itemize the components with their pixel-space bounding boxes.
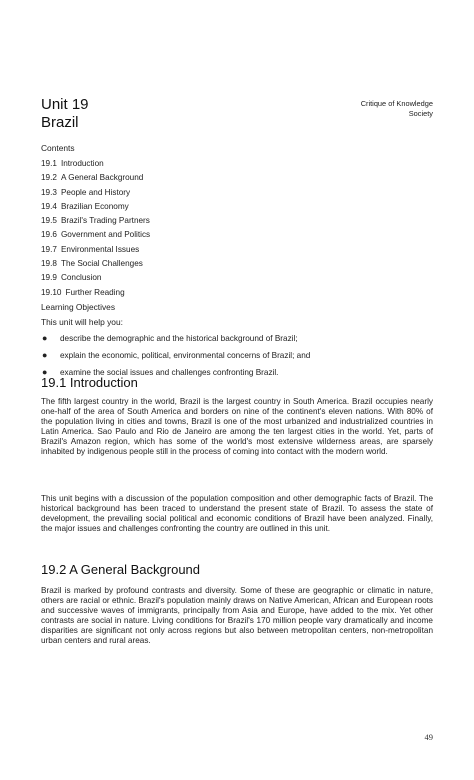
learning-objective-text: describe the demographic and the historical background of Brazil; bbox=[60, 334, 298, 343]
contents-item bbox=[41, 200, 150, 214]
contents-item-number: 19.2 bbox=[41, 173, 57, 183]
contents-item bbox=[41, 286, 150, 300]
contents-item-number: 19.8 bbox=[41, 259, 57, 269]
intro-paragraph-1: The fifth largest country in the world, Brazil is the largest country in South America. Brazil occupies nearly one-half of the area of South America and borders on nine of the continent's eleven nations. With 80% of the population living in cities and towns, Brazil is one of the most urbanized and industrialized countries in Latin America. Sao Paulo and Rio de Janeiro are among the ten largest cities in the world. Yet, parts of Brazil's Amazon region, which has some of the world's most extensive wilderness areas, are sparsely inhabited by indigenous people still in the process of coming into contact with the modern world. bbox=[41, 397, 433, 457]
contents-item-title: People and History bbox=[60, 187, 131, 197]
contents-item-number: 19.10 bbox=[41, 287, 62, 297]
background-paragraph-1: Brazil is marked by profound contrasts and diversity. Some of these are geographic or climatic in nature, others are racial or ethnic. Brazil's population mainly draws on Native American, African and European roots and successive waves of immigrants, principally from Asia and Europe, have added to the mix. Yet other contrasts are social in nature. Living conditions for Brazil's 170 million people vary dramatically and income disparities are significant not only across regions but also between metropolitan centers, non-metropolitan urban centers and rural areas. bbox=[41, 586, 433, 646]
learning-objectives-list bbox=[41, 330, 441, 381]
section-heading-introduction: 19.1 Introduction bbox=[41, 375, 138, 390]
page-number: 49 bbox=[424, 732, 433, 742]
contents-item-title: Brazil's Trading Partners bbox=[60, 216, 150, 226]
contents-item-title: Conclusion bbox=[60, 273, 102, 283]
contents-item-title: Government and Politics bbox=[60, 230, 151, 240]
bullet-icon: ● bbox=[42, 367, 48, 377]
running-head-line-1: Critique of Knowledge bbox=[360, 99, 433, 108]
contents-item-number: 19.4 bbox=[41, 201, 57, 211]
contents-item-number: 19.7 bbox=[41, 244, 57, 254]
bullet-icon: ● bbox=[42, 350, 48, 360]
learning-objective-text: examine the social issues and challenges confronting Brazil. bbox=[60, 368, 279, 377]
unit-number: Unit 19 bbox=[41, 96, 89, 113]
contents-item-number: 19.9 bbox=[41, 273, 57, 283]
contents-item bbox=[41, 257, 150, 271]
contents-list bbox=[41, 157, 150, 300]
contents-item bbox=[41, 243, 150, 257]
contents-item-number: 19.3 bbox=[41, 187, 57, 197]
contents-item-title: Environmental Issues bbox=[60, 244, 140, 254]
learning-objective-item bbox=[41, 330, 441, 347]
learning-objectives-heading: Learning Objectives bbox=[41, 302, 116, 312]
running-head bbox=[340, 99, 433, 118]
learning-objective-text: explain the economic, political, environmental concerns of Brazil; and bbox=[60, 351, 311, 360]
running-head-line-2: Society bbox=[408, 108, 433, 118]
contents-item bbox=[41, 214, 150, 228]
unit-name: Brazil bbox=[41, 114, 79, 131]
contents-item-number: 19.1 bbox=[41, 159, 57, 168]
contents-item-number: 19.5 bbox=[41, 216, 57, 226]
contents-item bbox=[41, 157, 150, 171]
contents-item-number: 19.6 bbox=[41, 230, 57, 240]
contents-heading: Contents bbox=[41, 143, 75, 153]
learning-objective-item bbox=[41, 347, 441, 364]
contents-item bbox=[41, 228, 150, 242]
section-heading-general-background: 19.2 A General Background bbox=[41, 562, 201, 577]
contents-item-title: Further Reading bbox=[65, 287, 125, 297]
intro-paragraph-2: This unit begins with a discussion of the population composition and other demographic facts of Brazil. The historical background has been traced to understand the present state of Brazil. To assess the state of development, the prevailing social political and economic conditions of Brazil have been analyzed. Finally, the major issues and challenges confronting the country are outlined in this unit. bbox=[41, 494, 433, 534]
contents-item bbox=[41, 186, 150, 200]
contents-item bbox=[41, 271, 150, 285]
contents-item-title: The Social Challenges bbox=[60, 259, 143, 269]
contents-item-title: Brazilian Economy bbox=[60, 201, 129, 211]
bullet-icon: ● bbox=[42, 333, 48, 343]
learning-objectives-intro: This unit will help you: bbox=[41, 317, 123, 327]
contents-item-title: Introduction bbox=[60, 159, 104, 168]
contents-item bbox=[41, 171, 150, 185]
unit-title bbox=[41, 96, 89, 132]
contents-item-title: A General Background bbox=[60, 173, 144, 183]
